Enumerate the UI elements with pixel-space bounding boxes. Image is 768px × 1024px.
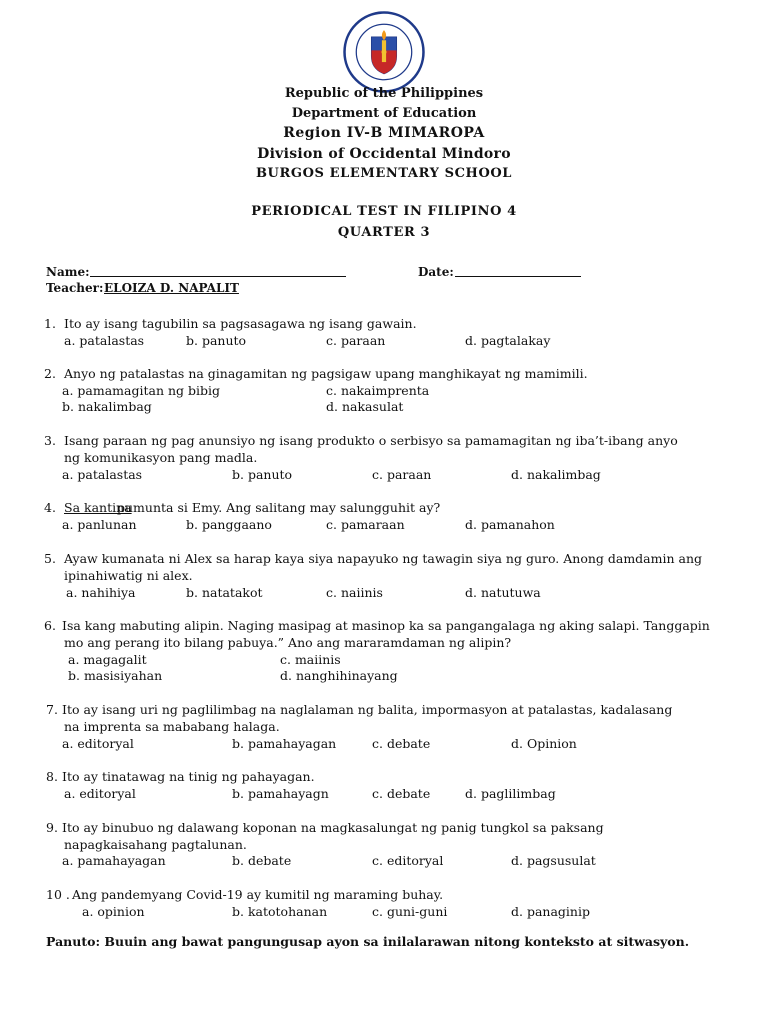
question-6-text: mo ang perang ito bilang pabuya.” Ano ang mararamdaman ng alipin? [64, 635, 512, 650]
question-5-text: Ayaw kumanata ni Alex sa harap kaya siya napayuko ng tawagin siya ng guro. Anong damdamin ang [64, 551, 703, 566]
question-9-choice[interactable]: c. editoryal [372, 853, 444, 868]
question-9-choice[interactable]: d. pagsusulat [511, 853, 596, 868]
question-7-text: na imprenta sa mababang halaga. [64, 719, 280, 734]
question-3-choice[interactable]: a. patalastas [62, 467, 143, 482]
question-4-choice[interactable]: c. pamaraan [326, 517, 405, 532]
teacher-name: ELOIZA D. NAPALIT [104, 281, 239, 295]
question-10-choice[interactable]: d. panaginip [511, 904, 590, 919]
question-3-text: Isang paraan ng pag anunsiyo ng isang produkto o serbisyo sa pamamagitan ng iba’t-ibang anyo [64, 433, 678, 448]
question-4-choice[interactable]: a. panlunan [62, 517, 137, 532]
test-title: PERIODICAL TEST IN FILIPINO 4 [251, 204, 517, 219]
question-1-choice[interactable]: c. paraan [326, 333, 386, 348]
question-1-choice[interactable]: d. pagtalakay [465, 333, 551, 348]
question-4-underlined-phrase: Sa kantina [64, 500, 132, 515]
question-2-choice[interactable]: b. nakalimbag [62, 399, 152, 414]
region-heading: Region IV-B MIMAROPA [283, 125, 485, 141]
question-3-text: ng komunikasyon pang madla. [64, 450, 258, 465]
question-6-choice[interactable]: a. magagalit [68, 652, 147, 667]
question-9-text: Ito ay binubuo ng dalawang koponan na magkasalungat ng panig tungkol sa paksang [62, 820, 604, 835]
question-6-choice[interactable]: c. maiinis [280, 652, 341, 667]
question-9-choice[interactable]: b. debate [232, 853, 292, 868]
question-3-number: 3. [44, 433, 56, 448]
question-2-number: 2. [44, 366, 56, 381]
name-label: Name: [46, 265, 90, 279]
date-label: Date: [418, 265, 454, 279]
question-6-choice[interactable]: b. masisiyahan [68, 668, 163, 683]
question-7-choice[interactable]: a. editoryal [62, 736, 134, 751]
directions-text: Panuto: Buuin ang bawat pangungusap ayon sa inilalarawan nitong konteksto at sitwasyon. [46, 934, 690, 949]
question-10-choice[interactable]: a. opinion [82, 904, 145, 919]
question-5-text: ipinahiwatig ni alex. [64, 568, 193, 583]
question-4-number: 4. [44, 500, 56, 515]
question-7-text: Ito ay isang uri ng paglilimbag na naglalaman ng balita, impormasyon at patalastas, kadalasang [62, 702, 673, 717]
question-9-choice[interactable]: a. pamahayagan [62, 853, 166, 868]
question-1-choice[interactable]: b. panuto [186, 333, 247, 348]
question-8-choice[interactable]: a. editoryal [64, 786, 136, 801]
question-4-text: pumunta si Emy. Ang salitang may salungguhit ay? [117, 500, 441, 515]
question-1-choice[interactable]: a. patalastas [64, 333, 145, 348]
name-field[interactable] [90, 266, 346, 277]
question-8-choice[interactable]: c. debate [372, 786, 431, 801]
question-2-choice[interactable]: a. pamamagitan ng bibig [62, 383, 220, 398]
question-6-choice[interactable]: d. nanghihinayang [280, 668, 398, 683]
question-8-choice[interactable]: d. paglilimbag [465, 786, 556, 801]
question-7-choice[interactable]: b. pamahayagan [232, 736, 337, 751]
school-heading: BURGOS ELEMENTARY SCHOOL [255, 166, 513, 181]
teacher-label: Teacher: [46, 281, 104, 295]
question-1-text: Ito ay isang tagubilin sa pagsasagawa ng isang gawain. [64, 316, 417, 331]
deped-seal-logo [342, 10, 426, 94]
question-2-choice[interactable]: c. nakaimprenta [326, 383, 430, 398]
question-6-text: Isa kang mabuting alipin. Naging masipag at masinop ka sa pangangalaga ng aking salapi. Tanggapin [62, 618, 710, 633]
question-7-choice[interactable]: c. debate [372, 736, 431, 751]
question-5-number: 5. [44, 551, 56, 566]
question-5-choice[interactable]: b. natatakot [186, 585, 263, 600]
question-5-choice[interactable]: d. natutuwa [465, 585, 541, 600]
question-9-number: 9. [46, 820, 58, 835]
question-2-choice[interactable]: d. nakasulat [326, 399, 404, 414]
question-10-choice[interactable]: b. katotohanan [232, 904, 328, 919]
question-10-number: 10 . [46, 887, 70, 902]
question-10-choice[interactable]: c. guni-guni [372, 904, 448, 919]
question-5-choice[interactable]: a. nahihiya [66, 585, 136, 600]
question-10-text: Ang pandemyang Covid-19 ay kumitil ng maraming buhay. [72, 887, 444, 902]
division-heading: Division of Occidental Mindoro [257, 146, 511, 162]
question-1-number: 1. [44, 316, 56, 331]
department-heading: Department of Education [291, 106, 477, 121]
question-8-choice[interactable]: b. pamahayagn [232, 786, 329, 801]
date-field[interactable] [455, 266, 581, 277]
question-5-choice[interactable]: c. naiinis [326, 585, 383, 600]
question-3-choice[interactable]: c. paraan [372, 467, 432, 482]
question-9-text: napagkaisahang pagtalunan. [64, 837, 247, 852]
question-7-number: 7. [46, 702, 58, 717]
question-4-choice[interactable]: b. panggaano [186, 517, 272, 532]
republic-heading: Republic of the Philippines [284, 86, 484, 101]
question-3-choice[interactable]: b. panuto [232, 467, 293, 482]
quarter-title: QUARTER 3 [337, 225, 431, 240]
question-3-choice[interactable]: d. nakalimbag [511, 467, 601, 482]
question-2-text: Anyo ng patalastas na ginagamitan ng pagsigaw upang manghikayat ng mamimili. [64, 366, 588, 381]
question-8-text: Ito ay tinatawag na tinig ng pahayagan. [62, 769, 315, 784]
question-7-choice[interactable]: d. Opinion [511, 736, 577, 751]
question-8-number: 8. [46, 769, 58, 784]
question-6-number: 6. [44, 618, 56, 633]
question-4-choice[interactable]: d. pamanahon [465, 517, 555, 532]
